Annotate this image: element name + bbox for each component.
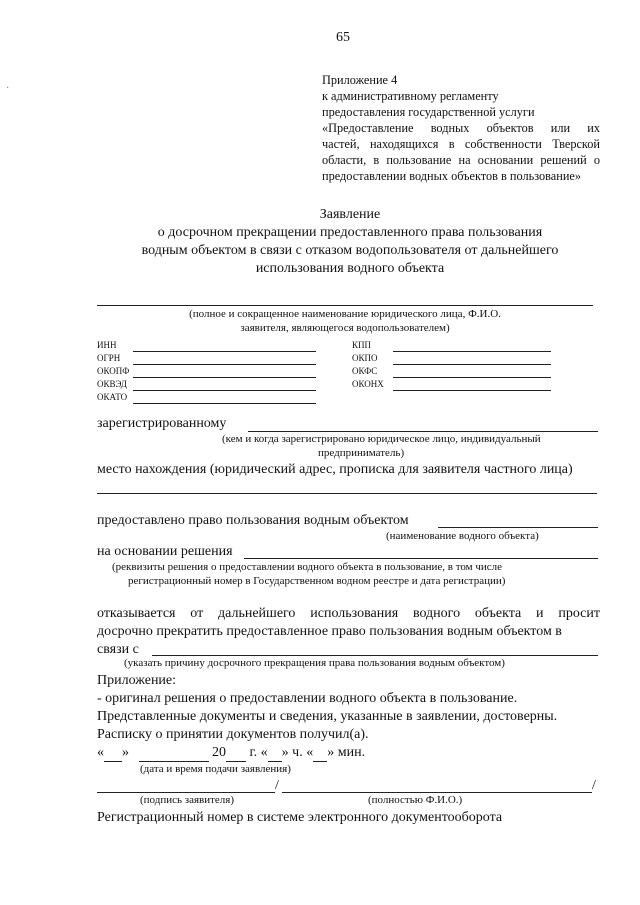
attachment-heading: Приложение: bbox=[97, 673, 177, 688]
refusal-reason-field[interactable] bbox=[152, 655, 598, 656]
document-title: Заявление bbox=[319, 207, 381, 222]
okpo-field[interactable] bbox=[393, 364, 551, 365]
code-label-okfs: ОКФС bbox=[352, 366, 378, 376]
year-suffix: г. « bbox=[249, 745, 268, 760]
kpp-field[interactable] bbox=[393, 351, 551, 352]
appendix-line: к административному регламенту bbox=[322, 89, 499, 103]
title-line: использования водного объекта bbox=[255, 261, 445, 276]
inn-field[interactable] bbox=[133, 351, 316, 352]
receipt-statement: Расписку о принятии документов получил(а). bbox=[97, 727, 369, 742]
appendix-line: частей, находящихся в собственности Тверской bbox=[322, 137, 600, 151]
day-field[interactable] bbox=[104, 745, 122, 762]
code-label-okato: ОКАТО bbox=[97, 392, 128, 402]
water-object-field[interactable] bbox=[438, 527, 598, 528]
appendix-line: Приложение 4 bbox=[322, 73, 398, 87]
margin-mark: · bbox=[6, 83, 10, 94]
quote-open: « bbox=[97, 745, 104, 760]
code-label-okonh: ОКОНХ bbox=[352, 379, 384, 389]
ogrn-field[interactable] bbox=[133, 364, 316, 365]
full-name-field[interactable] bbox=[282, 792, 592, 793]
signature-field[interactable] bbox=[97, 792, 275, 793]
code-label-okved: ОКВЭД bbox=[97, 379, 127, 389]
date-time-row bbox=[97, 745, 365, 762]
appendix-line: области, в пользование на основании решений о bbox=[322, 153, 600, 167]
okonh-field[interactable] bbox=[393, 390, 551, 391]
hour-field[interactable] bbox=[268, 745, 282, 762]
location-label: место нахождения (юридический адрес, прописка для заявителя частного лица) bbox=[97, 462, 573, 477]
okfs-field[interactable] bbox=[393, 377, 551, 378]
location-field[interactable] bbox=[97, 493, 597, 494]
applicant-caption: заявителя, являющегося водопользователем) bbox=[240, 322, 450, 334]
decision-caption: регистрационный номер в Государственном водном реестре и дата регистрации) bbox=[128, 575, 506, 587]
granted-label: предоставлено право пользования водным объектом bbox=[97, 513, 409, 528]
refusal-text: досрочно прекратить предоставленное право пользования водным объектом в bbox=[97, 624, 562, 639]
registration-number-label: Регистрационный номер в системе электронного документооборота bbox=[97, 810, 503, 825]
code-label-ogrn: ОГРН bbox=[97, 353, 121, 363]
title-line: водным объектом в связи с отказом водопользователя от дальнейшего bbox=[141, 243, 559, 258]
okved-field[interactable] bbox=[133, 390, 316, 391]
code-label-inn: ИНН bbox=[97, 340, 117, 350]
appendix-line: предоставления государственной услуги bbox=[322, 105, 535, 119]
year-prefix: 20 bbox=[212, 745, 226, 760]
attachment-item: - оригинал решения о предоставлении водного объекта в пользование. bbox=[97, 691, 518, 706]
refusal-reason-label: связи с bbox=[97, 642, 139, 657]
minute-field[interactable] bbox=[313, 745, 327, 762]
registered-caption: (кем и когда зарегистрировано юридическое лицо, индивидуальный bbox=[222, 433, 541, 445]
registered-field[interactable] bbox=[248, 431, 598, 432]
decision-label: на основании решения bbox=[97, 544, 233, 559]
minute-suffix: » мин. bbox=[327, 745, 366, 760]
signature-caption: (подпись заявителя) bbox=[140, 794, 235, 806]
year-field[interactable] bbox=[226, 745, 246, 762]
applicant-name-field[interactable] bbox=[97, 305, 593, 306]
appendix-line: предоставлении водных объектов в пользование» bbox=[322, 169, 582, 183]
date-caption: (дата и время подачи заявления) bbox=[140, 763, 291, 775]
okopf-field[interactable] bbox=[133, 377, 316, 378]
title-line: о досрочном прекращении предоставленного права пользования bbox=[157, 225, 543, 240]
quote-close: » bbox=[122, 745, 129, 760]
okato-field[interactable] bbox=[133, 403, 316, 404]
applicant-caption: (полное и сокращенное наименование юридического лица, Ф.И.О. bbox=[189, 308, 501, 320]
registered-caption: предприниматель) bbox=[318, 447, 405, 459]
page-number: 65 bbox=[336, 30, 350, 45]
refusal-text: отказывается от дальнейшего использования водного объекта и просит bbox=[97, 606, 600, 621]
decision-field[interactable] bbox=[244, 558, 598, 559]
appendix-block bbox=[322, 72, 600, 184]
month-field[interactable] bbox=[139, 745, 209, 762]
granted-caption: (наименование водного объекта) bbox=[386, 530, 539, 542]
appendix-line: «Предоставление водных объектов или их bbox=[322, 121, 600, 135]
hour-suffix: » ч. « bbox=[281, 745, 314, 760]
decision-caption: (реквизиты решения о предоставлении водного объекта в пользование, в том числе bbox=[112, 561, 503, 573]
full-name-caption: (полностью Ф.И.О.) bbox=[368, 794, 463, 806]
registered-label: зарегистрированному bbox=[97, 416, 227, 431]
code-label-kpp: КПП bbox=[352, 340, 372, 350]
signature-slash: / bbox=[592, 778, 596, 793]
refusal-caption: (указать причину досрочного прекращения права пользования водным объектом) bbox=[124, 657, 505, 669]
accuracy-statement: Представленные документы и сведения, указанные в заявлении, достоверны. bbox=[97, 709, 558, 724]
code-label-okopf: ОКОПФ bbox=[97, 366, 130, 376]
signature-slash: / bbox=[275, 778, 279, 793]
code-label-okpo: ОКПО bbox=[352, 353, 378, 363]
